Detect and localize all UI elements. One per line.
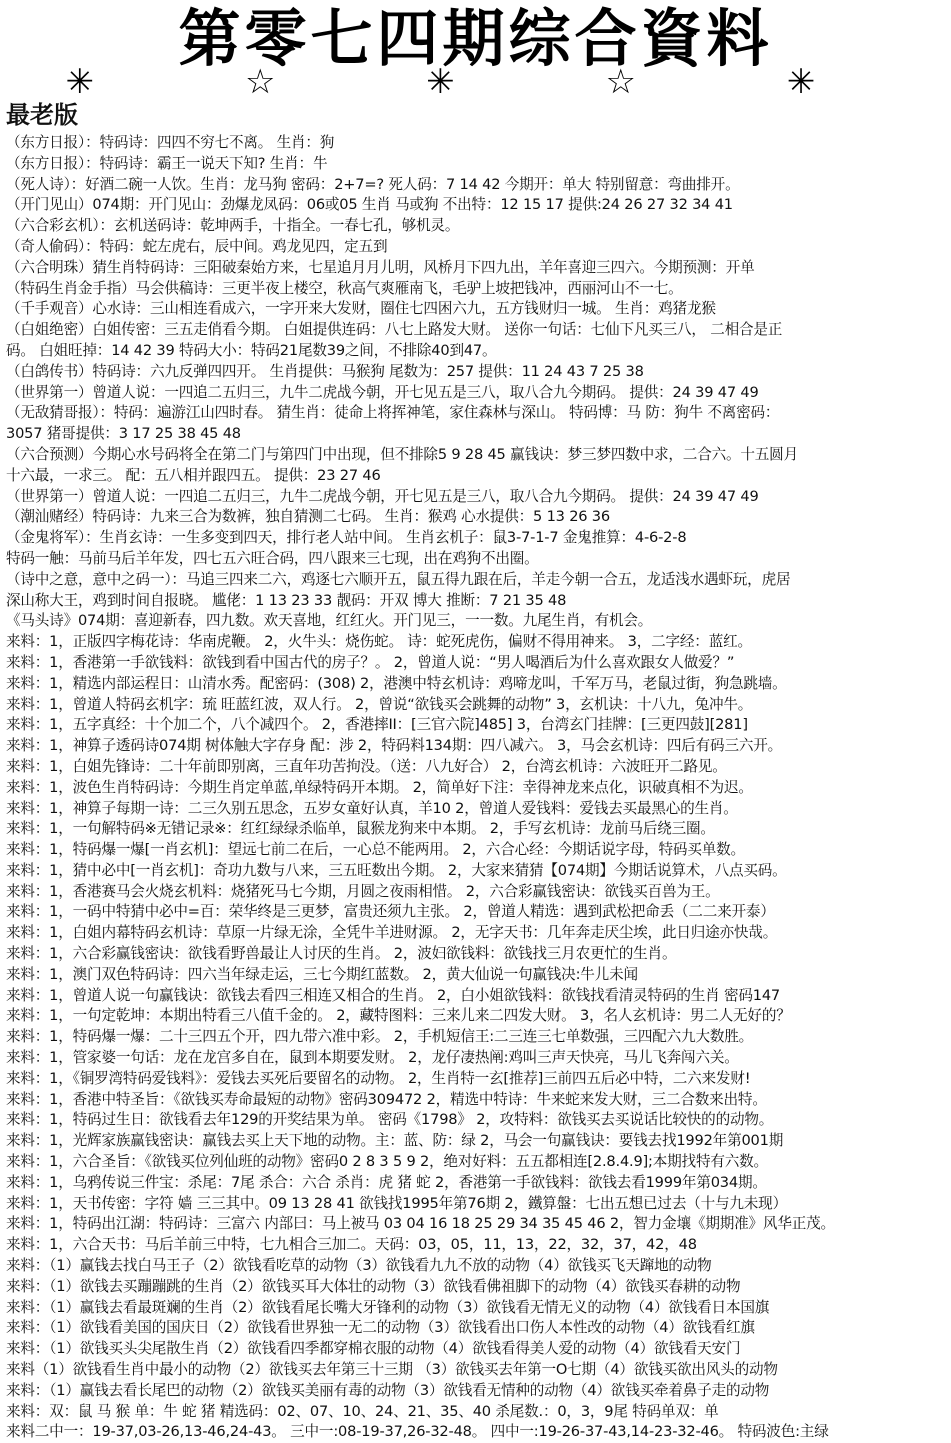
edition-label: 最老版: [6, 100, 78, 129]
document-body: [6, 133, 946, 1443]
text-line: 来料：1，波色生肖特码诗：今期生肖定单蓝,单绿特码开本期。 2，简单好下注：幸得神龙来点化，识破真相不为迟。: [6, 778, 753, 796]
text-line: （奇人偷码）：特码：蛇左虎右，辰中间。鸡龙见四，定五到: [6, 237, 388, 255]
text-line: （死人诗）：好酒二碗一人饮。生肖：龙马狗 密码：2+7=? 死人码：7 14 42 今期开：单大 特别留意：弯曲排开。: [6, 175, 740, 193]
text-line: 来料：（1）赢钱去看最斑斓的生肖（2）欲钱看尾长嘴大牙锋利的动物（3）欲钱看无情无义的动物（4）欲钱看日本国旗: [6, 1298, 770, 1316]
text-line: 来料：1，天书传密：字符 嫱 三三其中。09 13 28 41 欲钱找1995年第76期 2，鐵算盤：七出五想已过去（十与九未现）: [6, 1194, 787, 1212]
text-line: 来料：1，光辉家族赢钱密诀：赢钱去买上天下地的动物。主：蓝、防：绿 2，马会一句赢钱诀：要钱去找1992年第001期: [6, 1132, 784, 1150]
text-line: 来料：1，《铜罗湾特码爱钱料》：爱钱去买死后要留名的动物。 2，生肖特一玄[推荐]三前四五后必中特，二六来发财!: [6, 1069, 751, 1087]
text-line: 来料：1，白姐先锋诗：二十年前即别离，三直年功苦拘没。（送：八九好合） 2，台湾玄机诗：六波旺开二路见。: [6, 757, 727, 775]
text-line: 来料：1，曾道人特码玄机字：琉 旺蓝红波，双人行。 2，曾说“欲钱买会跳舞的动物” 3，玄机诀：十八九，兔冲牛。: [6, 695, 753, 713]
text-line: （开门见山）074期：开门见山：劲爆龙凤码：06或05 生肖 马或狗 不出特：12 15 17 提供:24 26 27 32 34 41: [6, 196, 733, 214]
text-line: 十六最，一求三。 配：五八相并跟四五。 提供：23 27 46: [6, 466, 381, 484]
text-line: 来料：1，管家婆一句话：龙在龙宫多自在，鼠到本期要发财。 2，龙仔凄热阐:鸡叫三声天快亮，马儿飞奔闯六关。: [6, 1049, 739, 1067]
text-line: 码。 白姐旺掉：14 42 39 特码大小：特码21尾数39之间，不排除40到47。: [6, 341, 497, 359]
text-line: 来料：1，香港赛马会火烧玄机料：烧猪死马七今期，月圆之夜雨相惜。 2，六合彩赢钱密诀：欲钱买百兽为王。: [6, 882, 720, 900]
text-line: 来料：（1）欲钱去买蹦蹦跳的生肖（2）欲钱买耳大体壮的动物（3）欲钱看佛祖脚下的动物（4）欲钱买春耕的动物: [6, 1277, 741, 1295]
text-line: 来料：（1）欲钱买头尖尾散生肖（2）欲钱看四季都穿棉衣服的动物（4）欲钱看得美人爱的动物（4）欲钱看天安门: [6, 1340, 741, 1358]
text-line: （六合明珠）猜生肖特码诗：三阳破秦始方来，七星追月月儿明，风桥月下四九出，羊年喜迎三四六。今期预测：开单: [6, 258, 755, 276]
text-line: 来料（1）欲钱看生肖中最小的动物（2）欲钱买去年第三十三期 （3）欲钱买去年第一O七期（4）欲钱买欲出风头的动物: [6, 1361, 778, 1379]
text-line: 深山称大王，鸡到时间自报晓。 尴佬：1 13 23 33 靓码：开双 博大 推断：7 21 35 48: [6, 591, 567, 609]
text-line: 来料：1，澳门双色特码诗：四六当年绿走运，三七今期红蓝数。 2，黄大仙说一句赢钱决:牛儿未闻: [6, 965, 638, 983]
text-line: （诗中之意，意中之码一）：马追三四来二六，鸡逐七六顺开五，鼠五得九跟在后，羊走今朝一合五，龙适浅水遇虾玩，虎居: [6, 570, 791, 588]
text-line: 来料：1，乌鸦传说三件宝：杀尾：7尾 杀合：六合 杀肖：虎 猪 蛇 2，香港第一手欲钱料：欲钱去看1999年第034期。: [6, 1173, 767, 1191]
text-line: （世界第一）曾道人说：一四追二五归三，九牛二虎战今朝，开七见五是三八，取八合九今期码。 提供：24 39 47 49: [6, 383, 759, 401]
text-line: 来料：1，六合圣旨：《欲钱买位列仙班的动物》密码0 2 8 3 5 9 2，绝对好料：五五都相连[2.8.4.9];本期找特有六数。: [6, 1153, 768, 1171]
text-line: 来料：1，特码出江湖：特码诗：三富六 内部曰：马上被马 03 04 16 18 25 29 34 35 45 46 2，智力金壤《期期准》风华正茂。: [6, 1215, 835, 1233]
text-line: 来料：1，特码爆一爆[一肖玄机]：望远七前二在后，一心总不能两用。 2，六合心经：今期话说字母，特码买单数。: [6, 841, 745, 859]
text-line: 来料：1，香港中特圣旨：《欲钱买寿命最短的动物》密码309472 2，精选中特诗：牛来蛇来发大财，三二合数来出特。: [6, 1090, 767, 1108]
text-line: 来料：1，香港第一手欲钱料：欲钱到看中国古代的房子？。 2，曾道人说：“男人喝酒后为什么喜欢跟女人做爱？”: [6, 653, 735, 671]
text-line: （千手观音）心水诗：三山相连看成六，一字开来大发财，圈住七四困六九，五方钱财归一城。 生肖：鸡猪龙猴: [6, 300, 716, 318]
text-line: 来料：1，一码中特猜中必中=百：荣华终是三更梦，富贵还须九主张。 2，曾道人精选：遇到武松把命丢（二二来开泰）: [6, 903, 775, 921]
text-line: 来料：1，精选内部运程日：山清水秀。配密码：(308) 2，港澳中特玄机诗：鸡啼龙叫，千军万马，老鼠过街，狗急跳墙。: [6, 674, 787, 692]
text-line: 3057 猪哥提供：3 17 25 38 45 48: [6, 425, 241, 443]
text-line: 来料：双：鼠 马 猴 单：牛 蛇 猪 精选码：02、07、10、24、21、35、40 杀尾数.：0，3，9尾 特码单双：单: [6, 1402, 719, 1420]
text-line: 特码一触：马前马后羊年发，四七五六旺合码，四八跟来三七现，出在鸡狗不出圈。: [6, 549, 539, 567]
text-line: （白鸽传书）特码诗：六九反弹四四开。 生肖提供：马猴狗 尾数为：257 提供：11 24 43 7 25 38: [6, 362, 644, 380]
text-line: （东方日报）：特码诗：四四不穷七不离。 生肖：狗: [6, 134, 335, 151]
text-line: 来料：1，猜中必中[一肖玄机]：奇功九数与八来，三五旺数出今期。 2，大家来猜猜【074期】今期话说算术，八点买码。: [6, 861, 787, 879]
text-line: （世界第一）曾道人说：一四追二五归三，九牛二虎战今朝，开七见五是三八，取八合九今期码。 提供：24 39 47 49: [6, 487, 759, 505]
text-line: 来料：（1）赢钱去找白马王子（2）欲钱看吃草的动物（3）欲钱看九九不放的动物（4）欲钱买飞天蹿地的动物: [6, 1257, 712, 1275]
text-line: 来料：1，六合彩赢钱密诀：欲钱看野兽最让人讨厌的生肖。 2，波妇欲钱料：欲钱找三月农更忙的生肖。: [6, 945, 677, 963]
text-line: 《马头诗》074期：喜迎新春，四九数。欢天喜地，红红火。开门见三，一一数。九尾生肖，有机会。: [6, 612, 653, 630]
page-title: 第零七四期综合資料: [178, 2, 773, 75]
text-line: （六合彩玄机）：玄机送码诗：乾坤两手，十指全。一春七孔，够机灵。: [6, 217, 460, 235]
text-line: 来料：1，曾道人说一句赢钱诀：欲钱去看四三相连又相合的生肖。 2，白小姐欲钱料：欲钱找看清灵特码的生肖 密码147: [6, 986, 780, 1004]
text-line: （六合预测）今期心水号码将全在第二门与第四门中出现，但不排除5 9 28 45 赢钱诀：梦三梦四数中求，二合六。十五圆月: [6, 445, 798, 463]
text-line: （无敌猜哥报）：特码：遍游江山四时春。 猜生肖：徒命上将挥神笔，家住森林与深山。 特码博：马 防：狗牛 不离密码：: [6, 404, 780, 422]
text-line: 来料：1，五字真经：十个加二个，八个减四个。 2，香港摔II：[三官六院]485] 3，台湾玄门挂牌：[三更四鼓][281]: [6, 716, 748, 734]
text-line: 来料：1，特码过生日：欲钱看去年129的开奖结果为单。 密码《1798》 2，攻特料：欲钱买去买说话比较快的的动物。: [6, 1111, 774, 1129]
text-line: 来料：1，神算子每期一诗：二三久别五思念，五岁女童好认真，羊10 2，曾道人爱钱料：爱钱去买最黑心的生肖。: [6, 799, 738, 817]
star-divider: ✳ ☆ ✳ ☆ ✳: [65, 62, 886, 102]
text-line: 来料：1，特码爆一爆：二十三四五个开，四九带六准中彩。 2，手机短信王:二三连三七单数强，三四配六九大数胜。: [6, 1028, 754, 1046]
text-line: 来料：（1）欲钱看美国的国庆日（2）欲钱看世界独一无二的动物（3）欲钱看出口伤人本性改的动物（4）欲钱看红旗: [6, 1319, 755, 1337]
text-line: 来料：1，正版四字梅花诗：华南虎鞭。 2，火牛头：烧伤蛇。 诗：蛇死虎伤，偏财不得用神来。 3，二字经：蓝红。: [6, 633, 752, 651]
text-line: 来料二中一：19-37,03-26,13-46,24-43。 三中一:08-19-37,26-32-48。 四中一:19-26-37-43,14-23-32-46。 特码波色:主绿: [6, 1423, 829, 1441]
text-line: 来料：1，一句解特码※无错记录※：红红绿绿杀临单，鼠猴龙狗来中本期。 2，手写玄机诗：龙前马后绕三圈。: [6, 820, 715, 838]
text-line: 来料：1，白姐内幕特码玄机诗：草原一片绿无涂，全凭牛羊进财源。 2，无字天书：几年奔走厌尘埃，此日归途亦快哉。: [6, 924, 778, 942]
text-line: 来料：1，神算子透码诗074期 树体触大字存身 配：涉 2，特码料134期：四八减六。 3，马会玄机诗：四后有码三六开。: [6, 737, 783, 755]
text-line: 来料：1，六合天书：马后羊前三中特，七九相合三加二。天码：03，05，11，13，22，32，37，42，48: [6, 1236, 697, 1254]
text-line: 来料：1，一句定乾坤：本期出特看三八值千金的。 2，藏特图料：三来儿来二四发大财。 3，名人玄机诗：男二人无好的？: [6, 1007, 791, 1025]
text-line: （东方日报）：特码诗：霸王一说天下知? 生肖：牛: [6, 154, 328, 172]
text-line: （白姐绝密）白姐传密：三五走俏看今期。 白姐提供连码：八七上路发大财。 送你一句话：七仙下凡买三八， 二相合是正: [6, 321, 783, 339]
text-line: 来料：（1）赢钱去看长尾巴的动物（2）欲钱买美丽有毒的动物（3）欲钱看无情种的动物（4）欲钱买牵着鼻子走的动物: [6, 1381, 770, 1399]
text-line: （潮汕赌经）特码诗：九来三合为数裤，独自猜测二七码。 生肖：猴鸡 心水提供：5 13 26 36: [6, 508, 610, 526]
text-line: （金鬼将军）：生肖玄诗：一生多变到四天，排行老人站中间。 生肖玄机子：鼠3-7-1-7 金鬼推算：4-6-2-8: [6, 529, 687, 547]
text-line: （特码生肖金手指）马会供稿诗：三更半夜上楼空，秋高气爽雁南飞，毛驴上坡把钱冲，西丽河山不一七。: [6, 279, 683, 297]
